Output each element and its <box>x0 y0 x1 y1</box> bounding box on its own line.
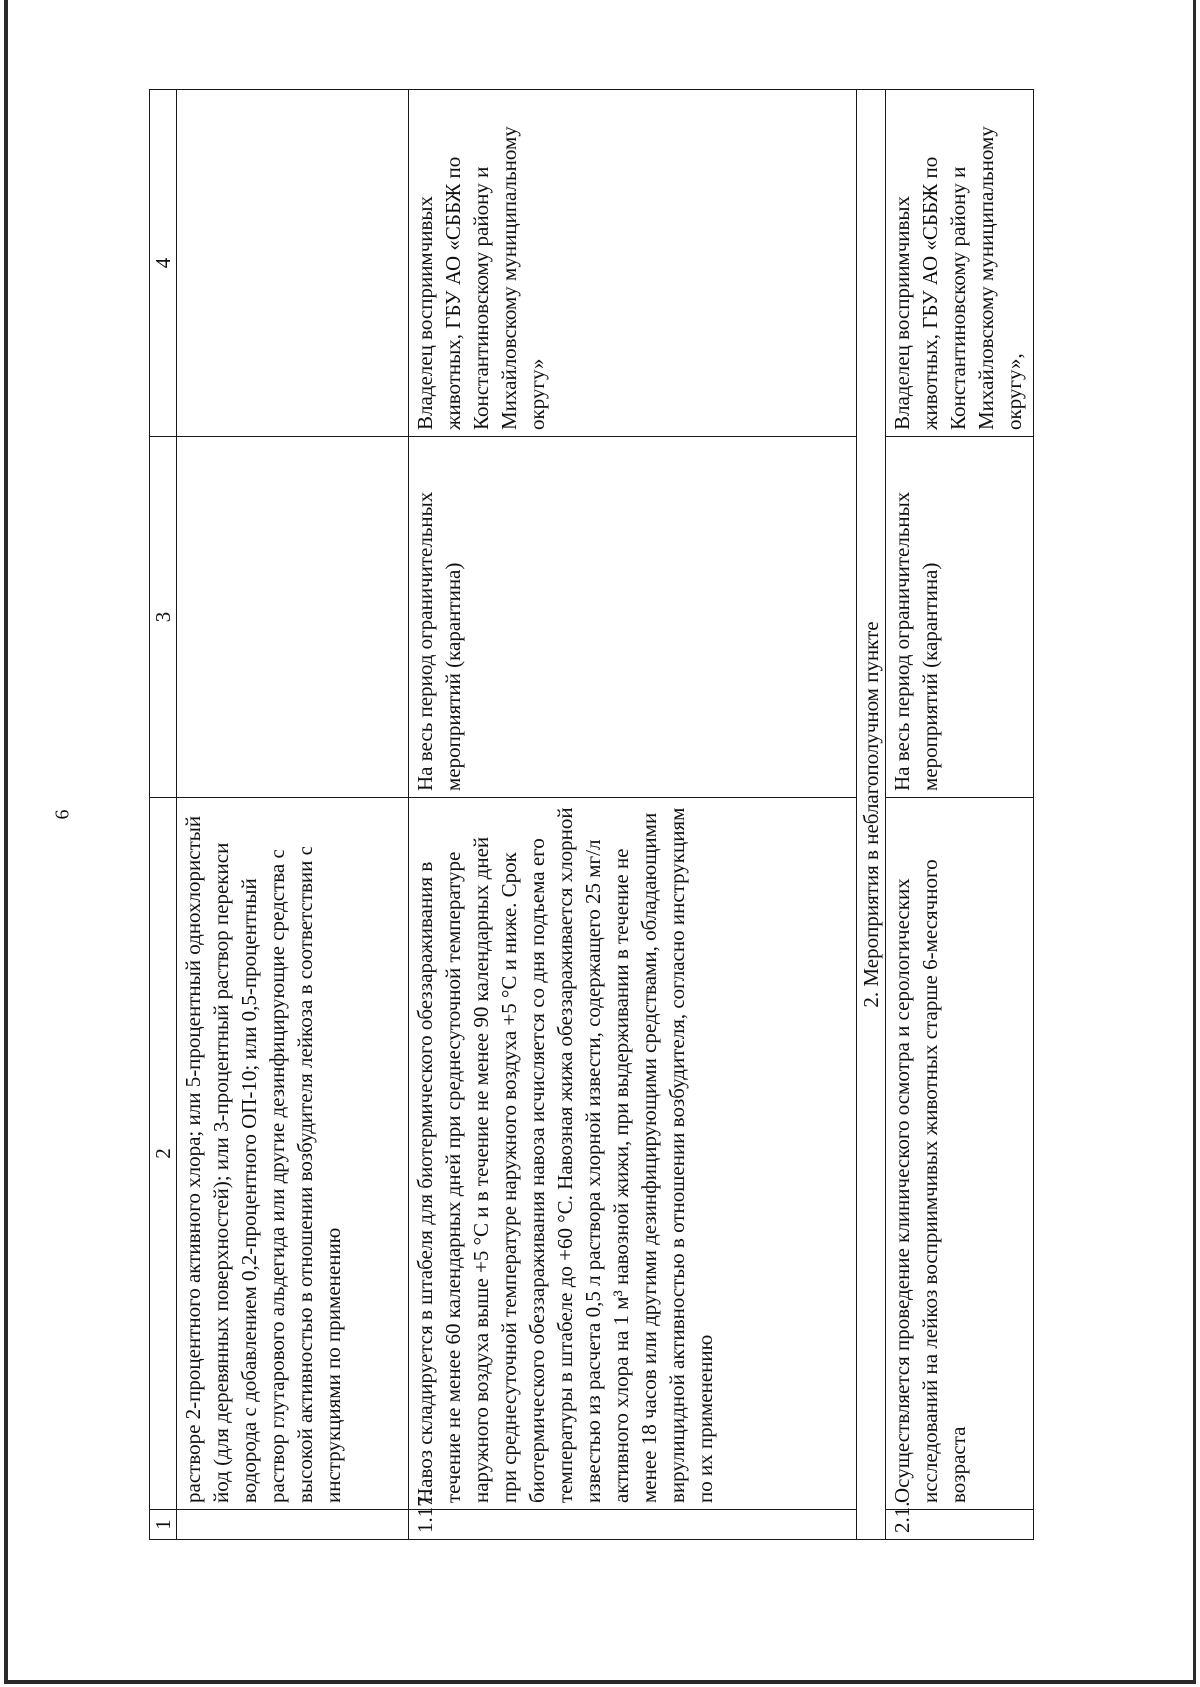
measure-text: Навоз складируется в штабеля для биотермического обеззараживания в течение не менее 60 календарных дней при среднесуточной температуре наружного воздуха выше +5 °С и в течение не менее 90 календарных дней при среднесуточной температуре наружного воздуха +5 °С и ниже. Срок биотермического обеззараживания навоза исчисляется со дня подъема его температуры в штабеле до +60 °С. Навозная жижа обеззараживается хлорной известью из расчета 0,5 л раствора хлорной извести, содержащего 25 мг/л активного хлора на 1 м³ навозной жижи, при выдерживании в течение не менее 18 часов или другими дезинфицирующими средствами, обладающими вирулицидной активностью в отношении возбудителя, согласно инструкциям по их применению <box>413 807 717 1503</box>
section-title: 2. Мероприятия в неблагополучном пункте <box>857 90 886 1540</box>
column-number-2: 2 <box>150 798 177 1510</box>
row-index <box>177 1510 409 1540</box>
column-number-4: 4 <box>150 90 177 437</box>
document-sheet <box>149 90 1084 1540</box>
table-row <box>886 90 1034 1540</box>
row-measure <box>177 798 409 1510</box>
row-index: 2.1. <box>886 1510 1034 1540</box>
page-number: 6 <box>51 809 74 820</box>
column-number-1: 1 <box>150 1510 177 1540</box>
column-number-3: 3 <box>150 437 177 798</box>
row-responsible: Владелец восприимчивых животных, ГБУ АО «СББЖ по Константиновскому району и Михайловскому муниципальному округу» <box>409 90 857 437</box>
section-header-row <box>857 90 886 1540</box>
table-row <box>409 90 857 1540</box>
row-responsible: Владелец восприимчивых животных, ГБУ АО «СББЖ по Константиновскому району и Михайловскому муниципальному округу», <box>886 90 1034 437</box>
column-number-row <box>150 90 177 1540</box>
row-measure <box>886 798 1034 1510</box>
measure-text: растворе 2-процентного активного хлора; или 5-процентный однохлористый йод (для деревянных поверхностей); или 3-процентный раствор перекиси водорода с добавлением 0,2-процентного ОП-10; или 0,5-процентный раствор глутарового альдегида или другие дезинфицирующие средства с высокой активностью в отношении возбудителя лейкоза в соответствии с инструкциями по применению <box>181 815 345 1503</box>
row-period <box>177 437 409 798</box>
measures-table <box>149 89 1034 1540</box>
row-period: На весь период ограничительных мероприятий (карантина) <box>886 437 1034 798</box>
row-period: На весь период ограничительных мероприятий (карантина) <box>409 437 857 798</box>
measure-text: Осуществляется проведение клинического осмотра и серологических исследований на лейкоз восприимчивых животных старше 6-месячного возраста <box>890 859 970 1503</box>
row-responsible <box>177 90 409 437</box>
table-row <box>177 90 409 1540</box>
row-measure <box>409 798 857 1510</box>
row-index: 1.17. <box>409 1510 857 1540</box>
